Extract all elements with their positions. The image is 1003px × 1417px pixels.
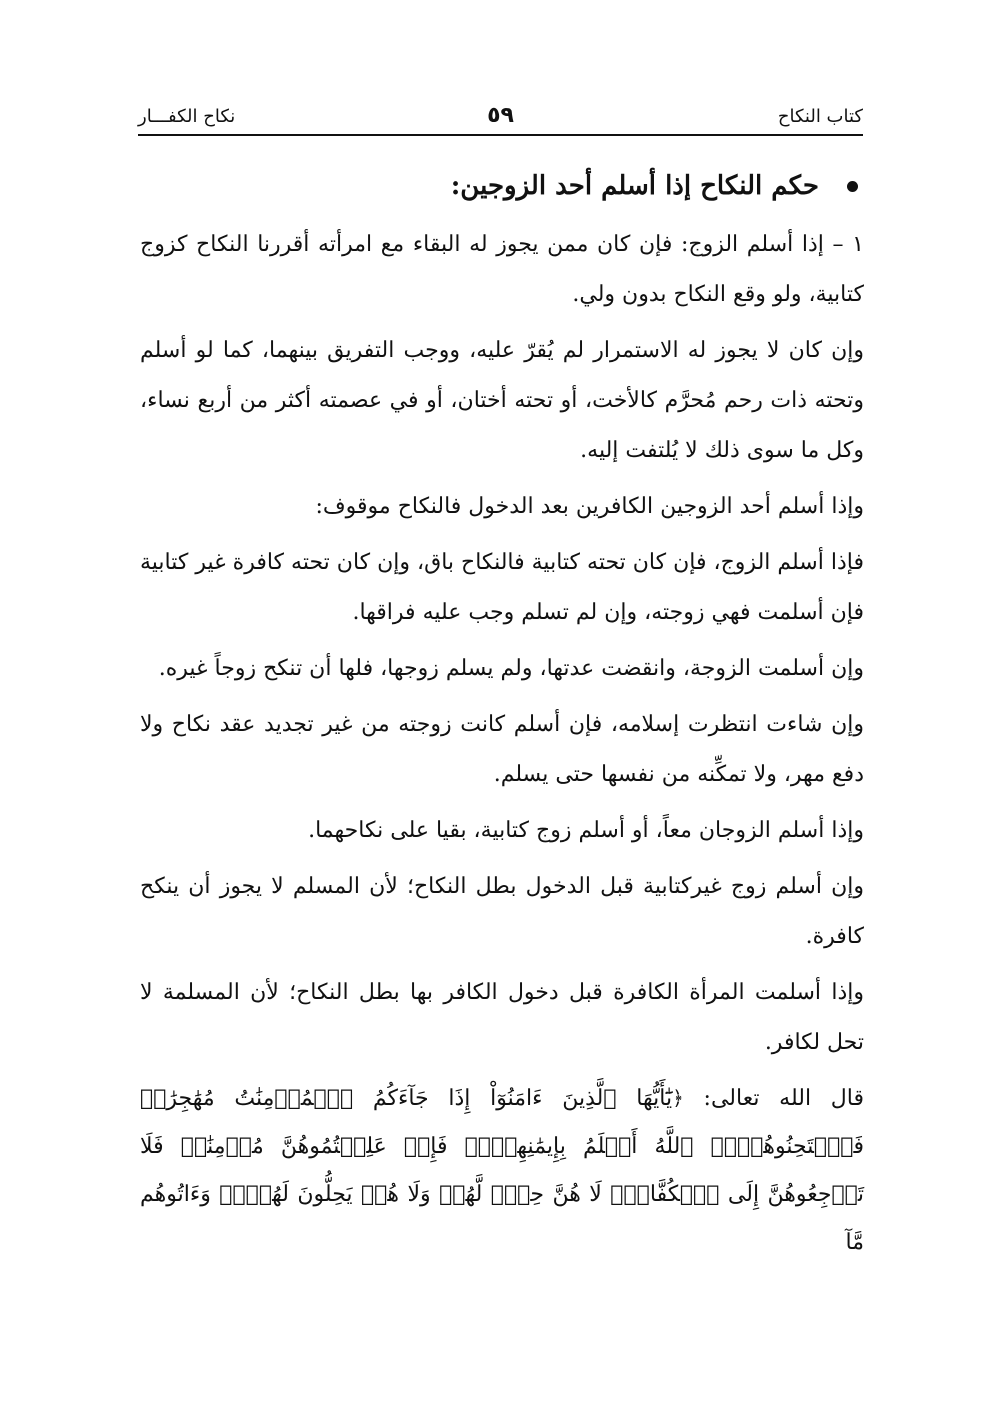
quran-verse-text: يَٰٓأَيُّهَا ٱلَّذِينَ ءَامَنُوٓاْ إِذَا جَآءَكُمُ ٱلۡمُؤۡمِنَٰتُ مُهَٰجِرَٰتٖ فَٱمۡتَحِنُوهُنَّۖ ٱللَّهُ أَعۡلَمُ بِإِيمَٰنِهِنَّۖ فَإِنۡ عَلِمۡتُمُوهُنَّ مُؤۡمِنَٰتٖ فَلَا تَرۡجِعُوهُنَّ إِلَى ٱلۡكُفَّارِۖ لَا هُنَّ حِلّٞ لَّهُمۡ وَلَا هُمۡ يَحِلُّونَ لَهُنَّۖ وَءَاتُوهُم مَّآ [140, 1086, 864, 1255]
paragraph-9: وإذا أسلمت المرأة الكافرة قبل دخول الكافر بها بطل النكاح؛ لأن المسلمة لا تحل لكافر. [140, 980, 864, 1055]
paragraph-5: وإن أسلمت الزوجة، وانقضت عدتها، ولم يسلم زوجها، فلها أن تنكح زوجاً غيره. [158, 656, 864, 681]
section-heading-text: حكم النكاح إذا أسلم أحد الزوجين: [450, 171, 819, 201]
running-header [138, 100, 863, 136]
page-number: ٥٩ [487, 103, 514, 128]
paragraph-2: وإن كان لا يجوز له الاستمرار لم يُقرّ عليه، ووجب التفريق بينهما، كما لو أسلم وتحته ذات رحم مُحرَّم كالأخت، أو تحته أختان، أو في عصمته أكثر من أربع نساء، وكل ما سوى ذلك لا يُلتفت إليه. [140, 338, 864, 463]
bullet-icon [847, 181, 858, 192]
section-heading [140, 160, 864, 212]
paragraph-8: وإن أسلم زوج غيركتابية قبل الدخول بطل النكاح؛ لأن المسلم لا يجوز أن ينكح كافرة. [140, 874, 864, 949]
paragraph-6: وإن شاءت انتظرت إسلامه، فإن أسلم كانت زوجته من غير تجديد عقد نكاح ولا دفع مهر، ولا تمكِّنه من نفسها حتى يسلم. [140, 712, 864, 787]
paragraph-4: فإذا أسلم الزوج، فإن كان تحته كتابية فالنكاح باق، وإن كان تحته كافرة غير كتابية فإن أسلمت فهي زوجته، وإن لم تسلم وجب عليه فراقها. [140, 550, 864, 625]
page-body [140, 160, 864, 1267]
header-chapter-title: نكاح الكفـــار [138, 106, 236, 127]
quran-intro: قال الله تعالى: [683, 1086, 865, 1111]
paragraph-1: ١ – إذا أسلم الزوج: فإن كان ممن يجوز له البقاء مع امرأته أقررنا النكاح كزوج كتابية، ولو وقع النكاح بدون ولي. [140, 232, 864, 307]
header-book-title: كتاب النكاح [777, 106, 863, 127]
quran-open-bracket: ﴿ [672, 1086, 684, 1110]
paragraph-7: وإذا أسلم الزوجان معاً، أو أسلم زوج كتابية، بقيا على نكاحهما. [308, 818, 864, 843]
quran-quote [140, 1074, 864, 1267]
paragraph-3: وإذا أسلم أحد الزوجين الكافرين بعد الدخول فالنكاح موقوف: [315, 494, 864, 519]
